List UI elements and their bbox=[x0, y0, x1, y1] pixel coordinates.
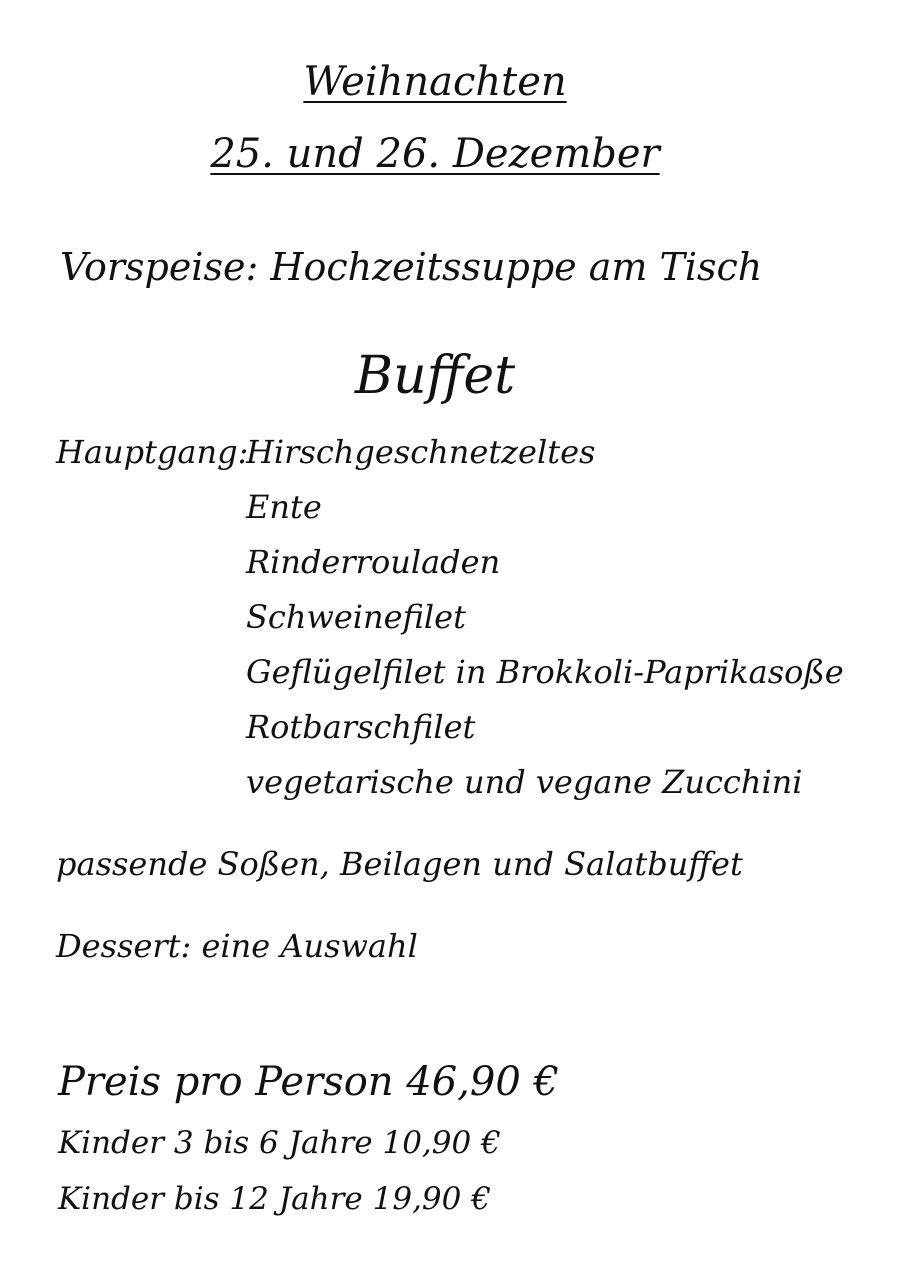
menu-date: 25. und 26. Dezember bbox=[210, 131, 660, 177]
dish-item: Geflügelfilet in Brokkoli-Paprikasoße bbox=[246, 653, 844, 691]
child-price-3-6: Kinder 3 bis 6 Jahre 10,90 € bbox=[58, 1125, 501, 1161]
starter-line: Vorspeise: Hochzeitssuppe am Tisch bbox=[60, 245, 763, 289]
dish-item: Rotbarschfilet bbox=[246, 708, 476, 746]
sides-line: passende Soßen, Beilagen und Salatbuffet bbox=[56, 845, 743, 883]
adult-price: Preis pro Person 46,90 € bbox=[58, 1059, 559, 1105]
menu-title: Weihnachten bbox=[303, 59, 567, 105]
buffet-heading: Buffet bbox=[354, 346, 516, 406]
child-price-to-12: Kinder bis 12 Jahre 19,90 € bbox=[58, 1181, 491, 1217]
dish-item: Ente bbox=[246, 488, 322, 526]
main-course-label: Hauptgang: bbox=[56, 433, 249, 471]
dish-item: Schweinefilet bbox=[246, 598, 466, 636]
dish-item: Hirschgeschnetzeltes bbox=[246, 433, 596, 471]
dessert-line: Dessert: eine Auswahl bbox=[56, 927, 418, 965]
dish-item: Rinderrouladen bbox=[246, 543, 501, 581]
dish-item: vegetarische und vegane Zucchini bbox=[246, 763, 803, 801]
